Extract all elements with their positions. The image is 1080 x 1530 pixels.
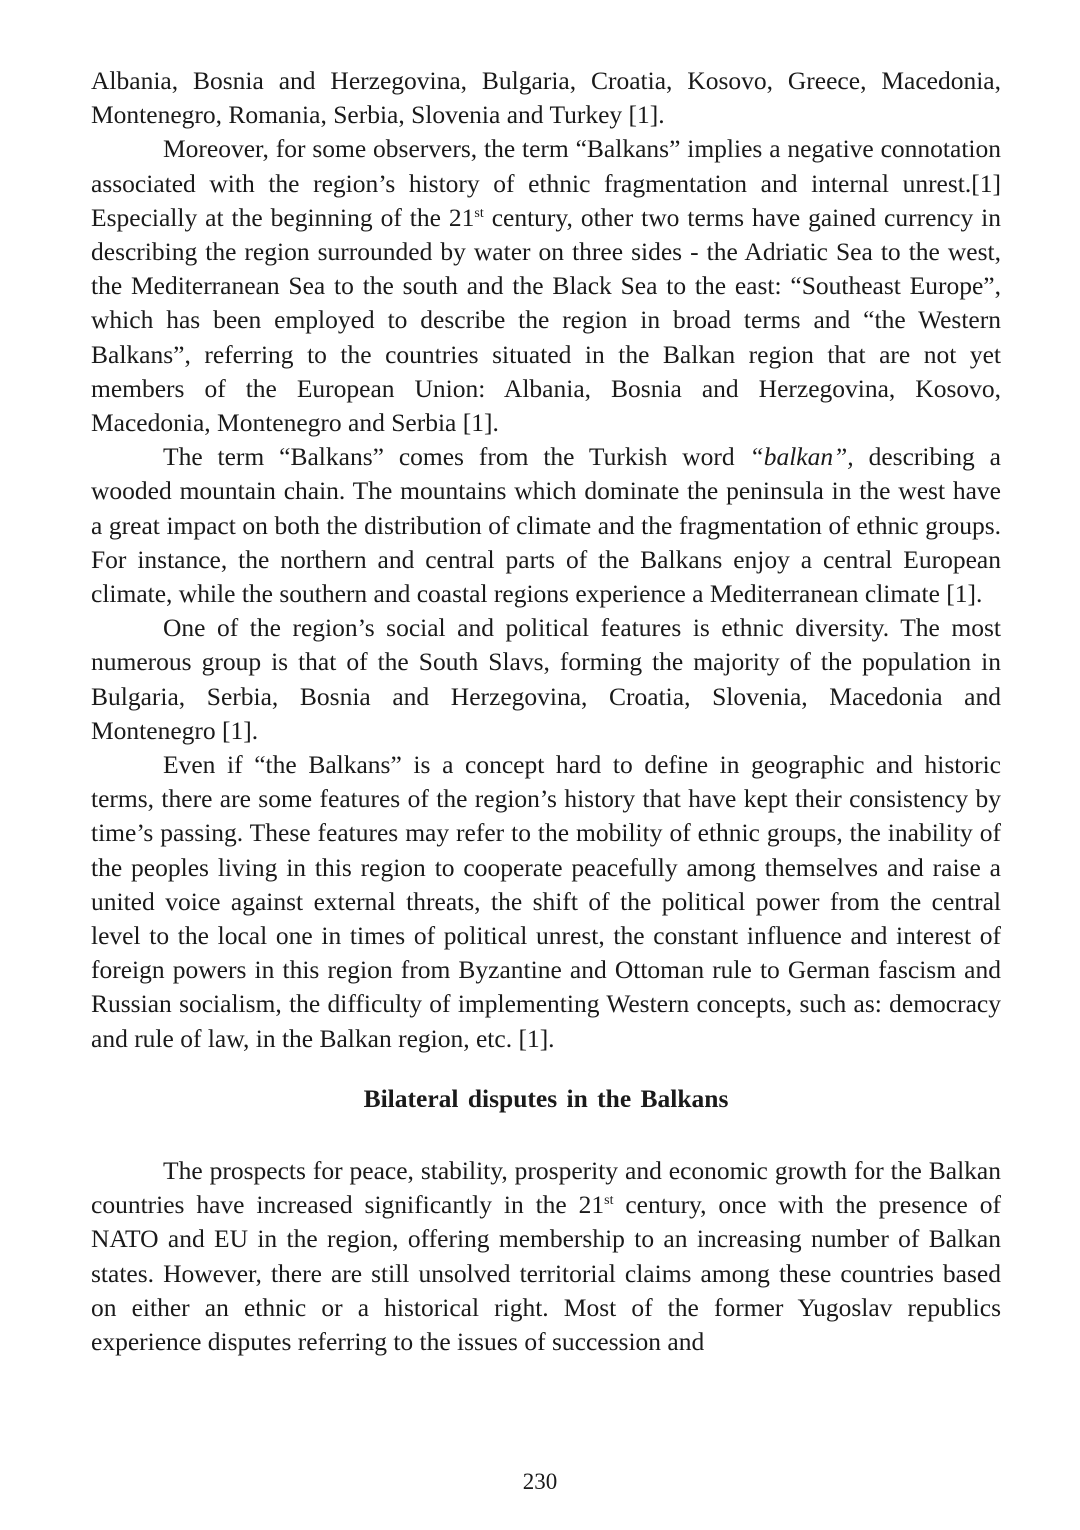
paragraph-3-part-b: describing a wooded mountain chain. The mountains which dominate the peninsula in the west have a great impact on both the distribution of climate and the fragmentation of ethnic groups. For instance, the northern and central parts of the Balkans enjoy a central European climate, while the southern and coastal regions experience a Mediterranean climate [1].	[91, 442, 1002, 609]
paragraph-1: Albania, Bosnia and Herzegovina, Bulgaria, Croatia, Kosovo, Greece, Macedonia, Montenegro, Romania, Serbia, Slovenia and Turkey [1].	[91, 66, 1001, 130]
paragraph-6-part-a: The prospects for peace, stability, prosperity and economic growth for the Balkan countries have increased significantly in the 21	[91, 1155, 1001, 1220]
section-heading: Bilateral disputes in the Balkans	[363, 1083, 729, 1113]
paragraph-3-part-a: The term “Balkans” comes from the Turkish word	[163, 442, 750, 472]
paragraph-5: Even if “the Balkans” is a concept hard to define in geographic and historic terms, there are some features of the region’s history that have kept their consistency by time’s passing. These features may refer to the mobility of ethnic groups, the inability of the peoples living in this region to cooperate peacefully among themselves and raise a united voice against external threats, the shift of the political power from the central level to the local one in times of political unrest, the constant influence and interest of foreign powers in this region from Byzantine and Ottoman rule to German fascism and Russian socialism, the difficulty of implementing Western concepts, such as: democracy and rule of law, in the Balkan region, etc. [1].	[91, 750, 1001, 1053]
paragraph-4: One of the region’s social and political features is ethnic diversity. The most numerous group is that of the South Slavs, forming the majority of the population in Bulgaria, Serbia, Bosnia and Herzegovina, Croatia, Slovenia, Macedonia and Montenegro [1].	[91, 613, 1001, 745]
superscript-st: st	[474, 205, 484, 221]
paragraph-6	[91, 1154, 1001, 1359]
italic-term-balkan: “balkan”,	[749, 442, 854, 472]
paragraph-2-part-b: century, other two terms have gained currency in describing the region surrounded by water on three sides - the Adriatic Sea to the west, the Mediterranean Sea to the south and the Black Sea to the east: “Southeast Europe”, which has been employed to describe the region in broad terms and “the Western Balkans”, referring to the countries situated in the Balkan region that are not yet members of the European Union: Albania, Bosnia and Herzegovina, Kosovo, Macedonia, Montenegro and Serbia [1].	[91, 202, 1001, 438]
paragraph-2-part-a: Moreover, for some observers, the term “Balkans” implies a negative connotation associated with the region’s history of ethnic fragmentation and internal unrest.[1] Especially at the beginning of the 21	[91, 134, 1001, 232]
paragraph-3	[91, 440, 1001, 611]
page-body	[91, 64, 1001, 1359]
page-number: 230	[522, 1469, 558, 1494]
paragraph-6-part-b: century, once with the presence of NATO and EU in the region, offering membership to an increasing number of Balkan states. However, there are still unsolved territorial claims among these countries based on either an ethnic or a historical right. Most of the former Yugoslav republics experience disputes referring to the issues of succession and	[91, 1190, 1001, 1356]
superscript-st: st	[604, 1193, 614, 1209]
paragraph-2	[91, 132, 1001, 440]
